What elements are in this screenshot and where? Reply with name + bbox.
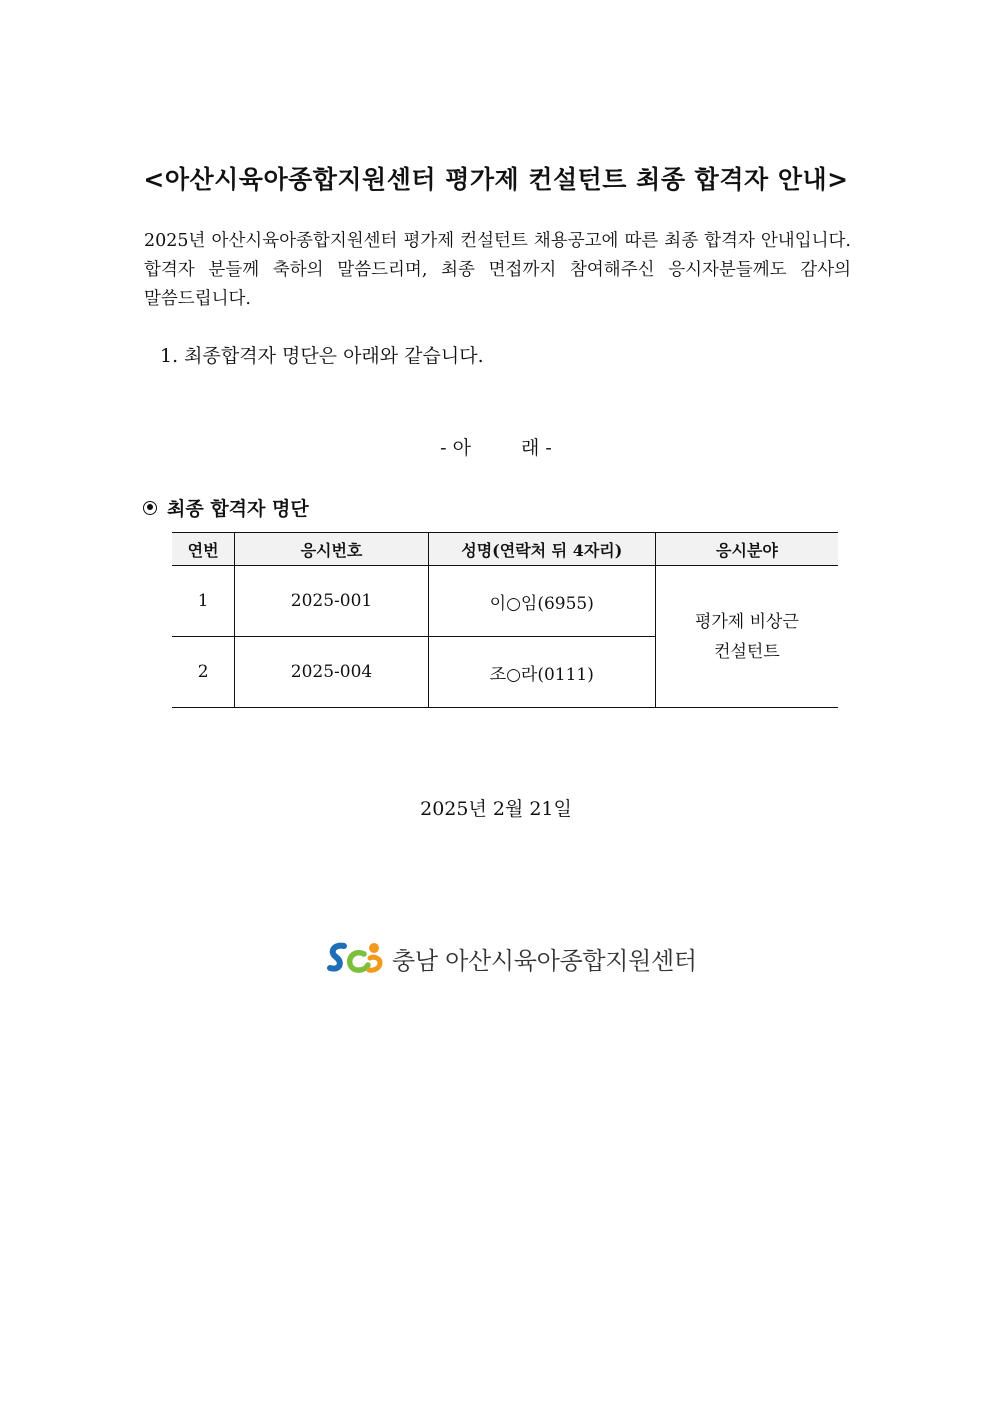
section-heading-label: 최종 합격자 명단: [167, 498, 309, 520]
cell-exam-number: 2025-004: [235, 637, 429, 708]
cell-name: 이○임(6955): [428, 566, 655, 637]
logo-mark-icon: [326, 938, 384, 978]
organization-logo: [326, 938, 697, 978]
notice-heading: [0, 433, 992, 460]
notice-left: - 아: [440, 437, 471, 459]
document-date: 2025년 2월 21일: [420, 798, 572, 820]
result-table: [172, 532, 838, 708]
section-heading: [143, 494, 309, 521]
cell-exam-number: 2025-001: [235, 566, 429, 637]
header-name: 성명(연락처 뒤 4자리): [428, 533, 655, 566]
document-title: <아산시육아종합지원센터 평가제 컨설턴트 최종 합격자 안내>: [143, 165, 849, 194]
table-header-row: [172, 533, 838, 566]
circle-bullet-icon: [143, 501, 157, 515]
header-no: 연번: [172, 533, 235, 566]
cell-no: 1: [172, 566, 235, 637]
list-item-1: 1. 최종합격자 명단은 아래와 같습니다.: [160, 345, 484, 367]
cell-field: [655, 566, 838, 708]
intro-paragraph: 2025년 아산시육아종합지원센터 평가제 컨설턴트 채용공고에 따른 최종 합격자 안내입니다. 합격자 분들께 축하의 말씀드리며, 최종 면접까지 참여해주신 응시자분들께도 감사의 말씀드립니다.: [144, 231, 851, 309]
cell-no: 2: [172, 637, 235, 708]
field-line-2: 컨설턴트: [714, 641, 780, 662]
table-row: [172, 566, 838, 637]
field-line-1: 평가제 비상근: [694, 611, 799, 632]
header-field: 응시분야: [655, 533, 838, 566]
notice-right: 래 -: [521, 437, 552, 459]
header-exam-number: 응시번호: [235, 533, 429, 566]
organization-name: 충남 아산시육아종합지원센터: [392, 946, 697, 975]
cell-name: 조○라(0111): [428, 637, 655, 708]
